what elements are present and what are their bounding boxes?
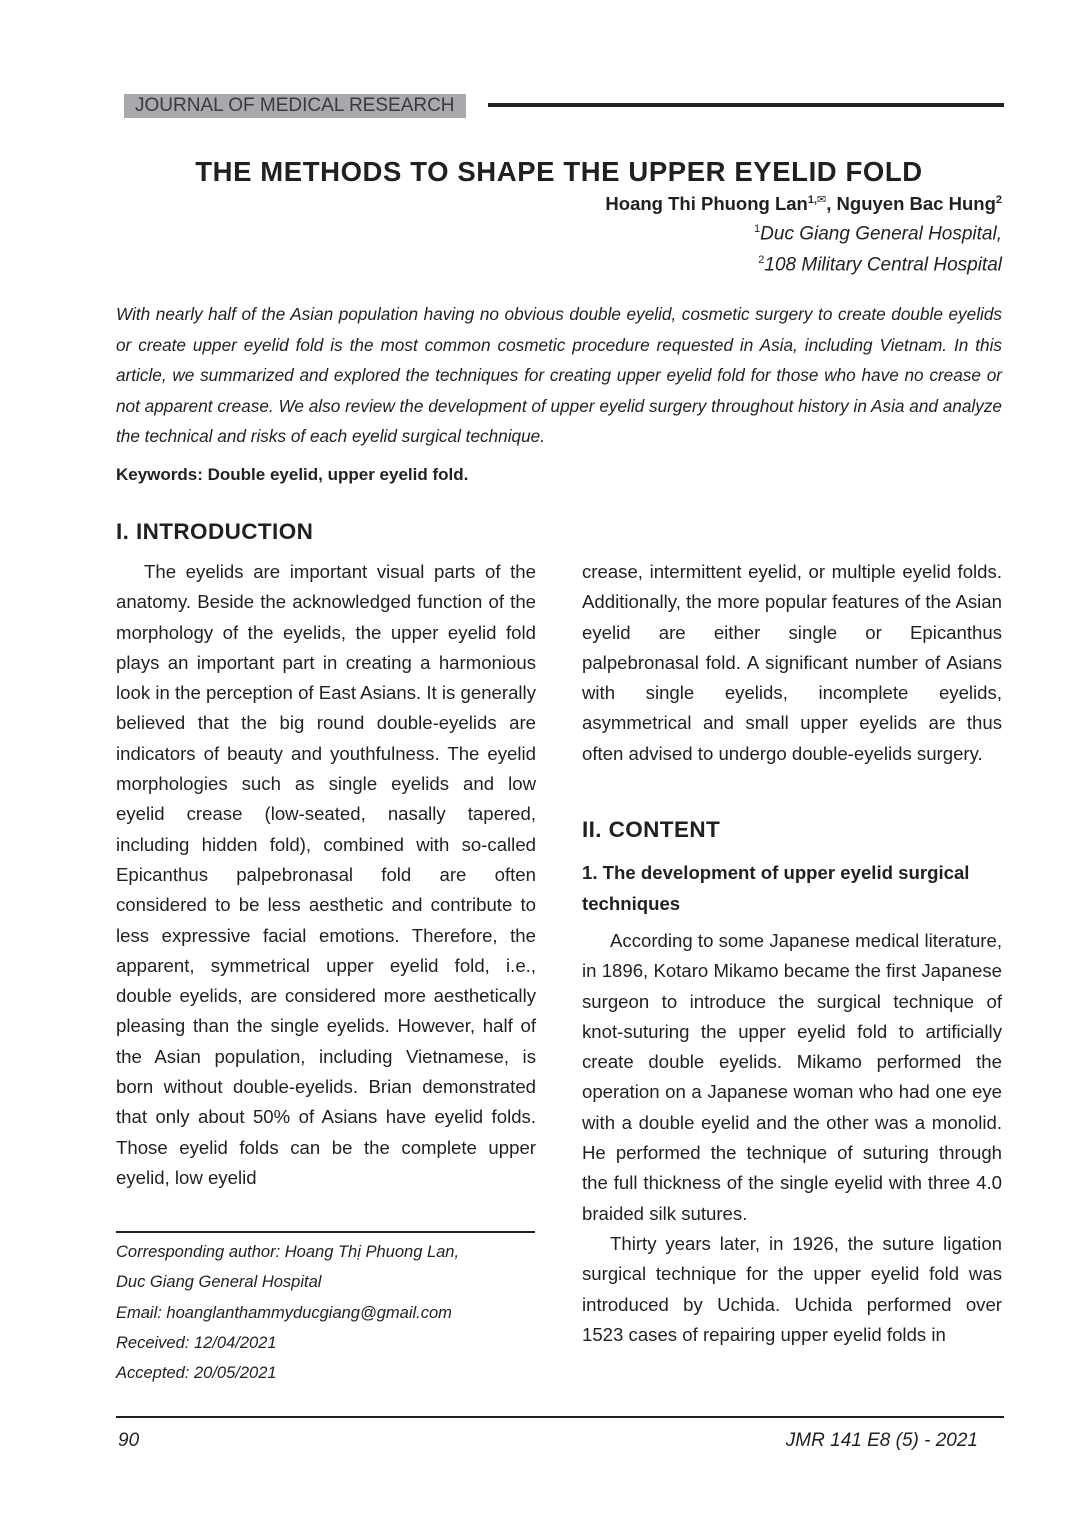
- envelope-icon: ✉: [817, 194, 827, 206]
- abstract: With nearly half of the Asian population having no obvious double eyelid, cosmetic surgery to create double eyelids or create upper eyelid fold is the most common cosmetic procedure requested in Asia, including Vietnam. In this article, we summarized and explored the techniques for creating upper eyelid fold for those who have no crease or not apparent crease. We also review the development of upper eyelid surgery throughout history in Asia and analyze the technical and risks of each eyelid surgical technique.: [116, 304, 1002, 446]
- content-paragraph-1: According to some Japanese medical literature, in 1896, Kotaro Mikamo became the first Japanese surgeon to introduce the surgical technique of knot-suturing the upper eyelid fold to artificially create double eyelids. Mikamo performed the operation on a Japanese woman who had one eye with a double eyelid and the other was a monolid. He performed the technique of suturing through the full thickness of the single eyelid with three 4.0 braided silk sutures.: [582, 930, 1002, 1224]
- accepted-date: Accepted: 20/05/2021: [116, 1364, 277, 1383]
- affiliation-1: $^1$Duc Giang General Hospital,: [754, 223, 1002, 245]
- affiliation-2: $^2$108 Military Central Hospital: [758, 254, 1002, 276]
- page-number: 90: [118, 1430, 140, 1451]
- introduction-paragraph-continued: crease, intermittent eyelid, or multiple eyelid folds. Additionally, the more popular features of the Asian eyelid are either single or Epicanthus palpebronasal fold. A significant number of Asians with single eyelids, incomplete eyelids, asymmetrical and small upper eyelids are thus often advised to undergo double-eyelids surgery.: [582, 561, 1002, 764]
- received-date: Received: 12/04/2021: [116, 1333, 277, 1352]
- content-column: [582, 926, 1002, 1350]
- article-title: THE METHODS TO SHAPE THE UPPER EYELID FOLD: [195, 156, 923, 187]
- journal-header: [124, 94, 1004, 118]
- content-paragraph-2: Thirty years later, in 1926, the suture ligation surgical technique for the upper eyelid fold was introduced by Uchida. Uchida performed over 1523 cases of repairing upper eyelid folds in: [582, 1232, 1002, 1345]
- journal-reference: JMR 141 E8 (5) - 2021: [785, 1430, 978, 1451]
- corresponding-hospital: Duc Giang General Hospital: [116, 1273, 322, 1292]
- footnote-rule: [116, 1231, 535, 1233]
- footer-rule: [116, 1416, 1004, 1418]
- subsection-heading: 1. The development of upper eyelid surgical techniques: [582, 862, 970, 914]
- introduction-column: [116, 557, 536, 1193]
- journal-name: JOURNAL OF MEDICAL RESEARCH: [124, 94, 466, 118]
- corresponding-email: Email: hoanglanthammyducgiang@gmail.com: [116, 1303, 452, 1322]
- author-2: Nguyen Bac Hung: [836, 193, 996, 215]
- introduction-paragraph: The eyelids are important visual parts of the anatomy. Beside the acknowledged function of the morphology of the eyelids, the upper eyelid fold plays an important part in creating a harmonious look in the perception of East Asians. It is generally believed that the big round double-eyelids are indicators of beauty and youthfulness. The eyelid morphologies such as single eyelids and low eyelid crease (low-seated, nasally tapered, including hidden fold), combined with so-called Epicanthus palpebronasal fold are often considered to be less aesthetic and contribute to less expressive facial emotions. Therefore, the apparent, symmetrical upper eyelid fold, i.e., double eyelids, are considered more aesthetically pleasing than the single eyelids. However, half of the Asian population, including Vietnamese, is born without double-eyelids. Brian demonstrated that only about 50% of Asians have eyelid folds. Those eyelid folds can be the complete upper eyelid, low eyelid: [116, 561, 536, 1188]
- introduction-continuation: [582, 557, 1002, 769]
- author-line: [605, 193, 1002, 215]
- author-1-affiliation-mark: 1,✉: [807, 194, 827, 206]
- author-separator: ,: [826, 193, 837, 215]
- header-rule: [488, 103, 1004, 107]
- footnote: [116, 1237, 459, 1388]
- introduction-heading: I. INTRODUCTION: [116, 519, 314, 544]
- author-1: Hoang Thi Phuong Lan: [605, 193, 808, 215]
- corresponding-author: Corresponding author: Hoang Thị Phuong Lan,: [116, 1243, 460, 1261]
- content-heading: II. CONTENT: [582, 817, 721, 842]
- keywords: Keywords: Double eyelid, upper eyelid fold.: [116, 465, 469, 484]
- author-2-affiliation-mark: 2: [995, 194, 1002, 206]
